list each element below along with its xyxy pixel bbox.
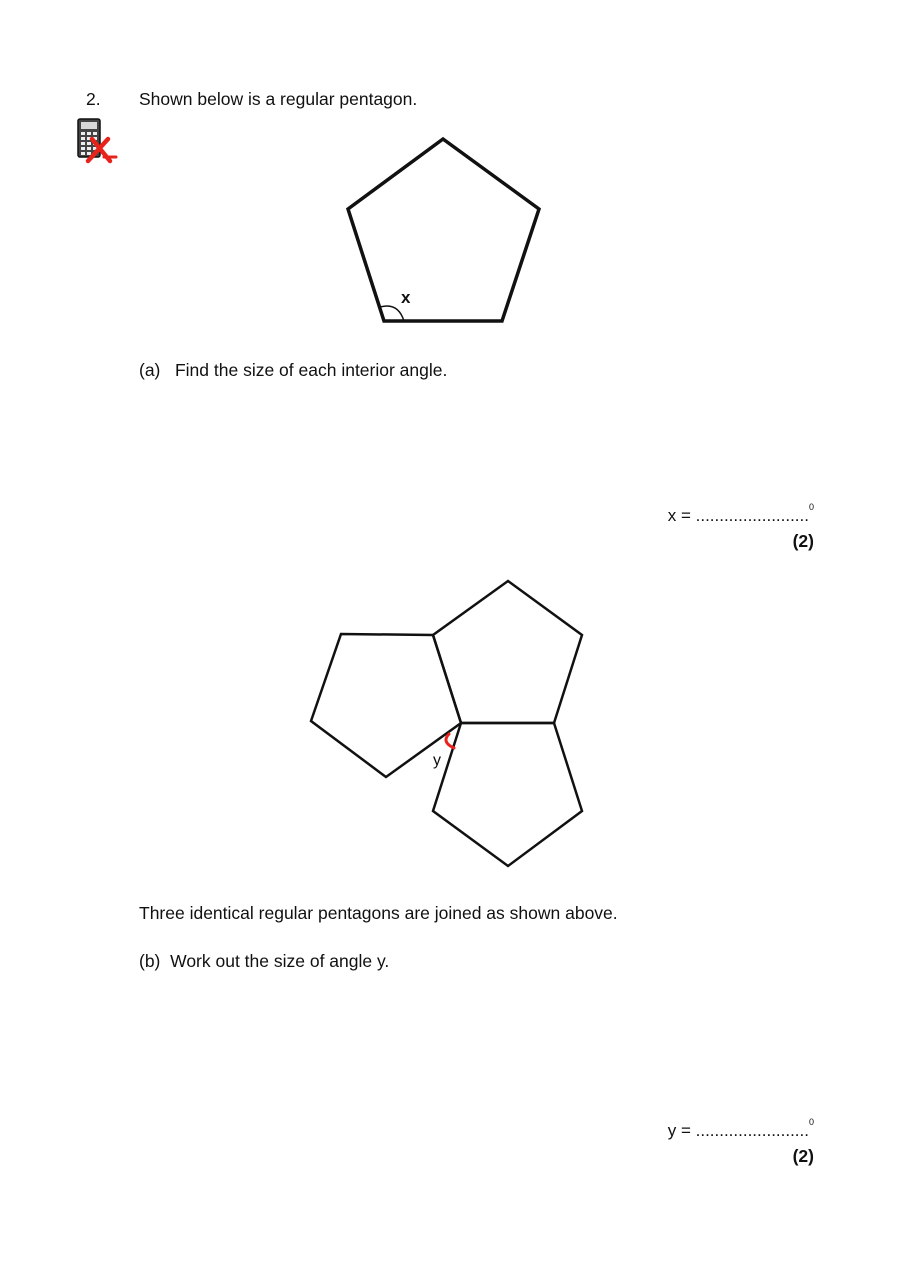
regular-pentagon-figure <box>330 130 560 335</box>
degree-symbol: 0 <box>808 502 814 513</box>
answer-x-line[interactable] <box>667 502 814 526</box>
question-intro: Shown below is a regular pentagon. <box>139 89 418 109</box>
angle-y-label: y <box>433 752 441 769</box>
no-calculator-icon <box>74 117 118 165</box>
pentagon-outline <box>348 139 539 321</box>
answer-x-text: x = ........................ <box>667 506 809 525</box>
pentagon-bottom <box>433 723 582 866</box>
angle-y-arc <box>446 734 454 748</box>
degree-symbol: 0 <box>808 1117 814 1128</box>
part-b-description: Three identical regular pentagons are joined as shown above. <box>139 903 618 923</box>
answer-y-line[interactable] <box>667 1117 814 1141</box>
part-a-marks: (2) <box>792 531 814 551</box>
part-b-marks: (2) <box>792 1146 814 1166</box>
angle-x-label: x <box>401 288 411 307</box>
part-b-prompt: (b) Work out the size of angle y. <box>139 951 390 971</box>
question-number: 2. <box>86 89 101 109</box>
three-pentagons-figure <box>300 570 600 875</box>
part-a-prompt: (a) Find the size of each interior angle. <box>139 360 448 380</box>
answer-y-text: y = ........................ <box>667 1121 809 1140</box>
